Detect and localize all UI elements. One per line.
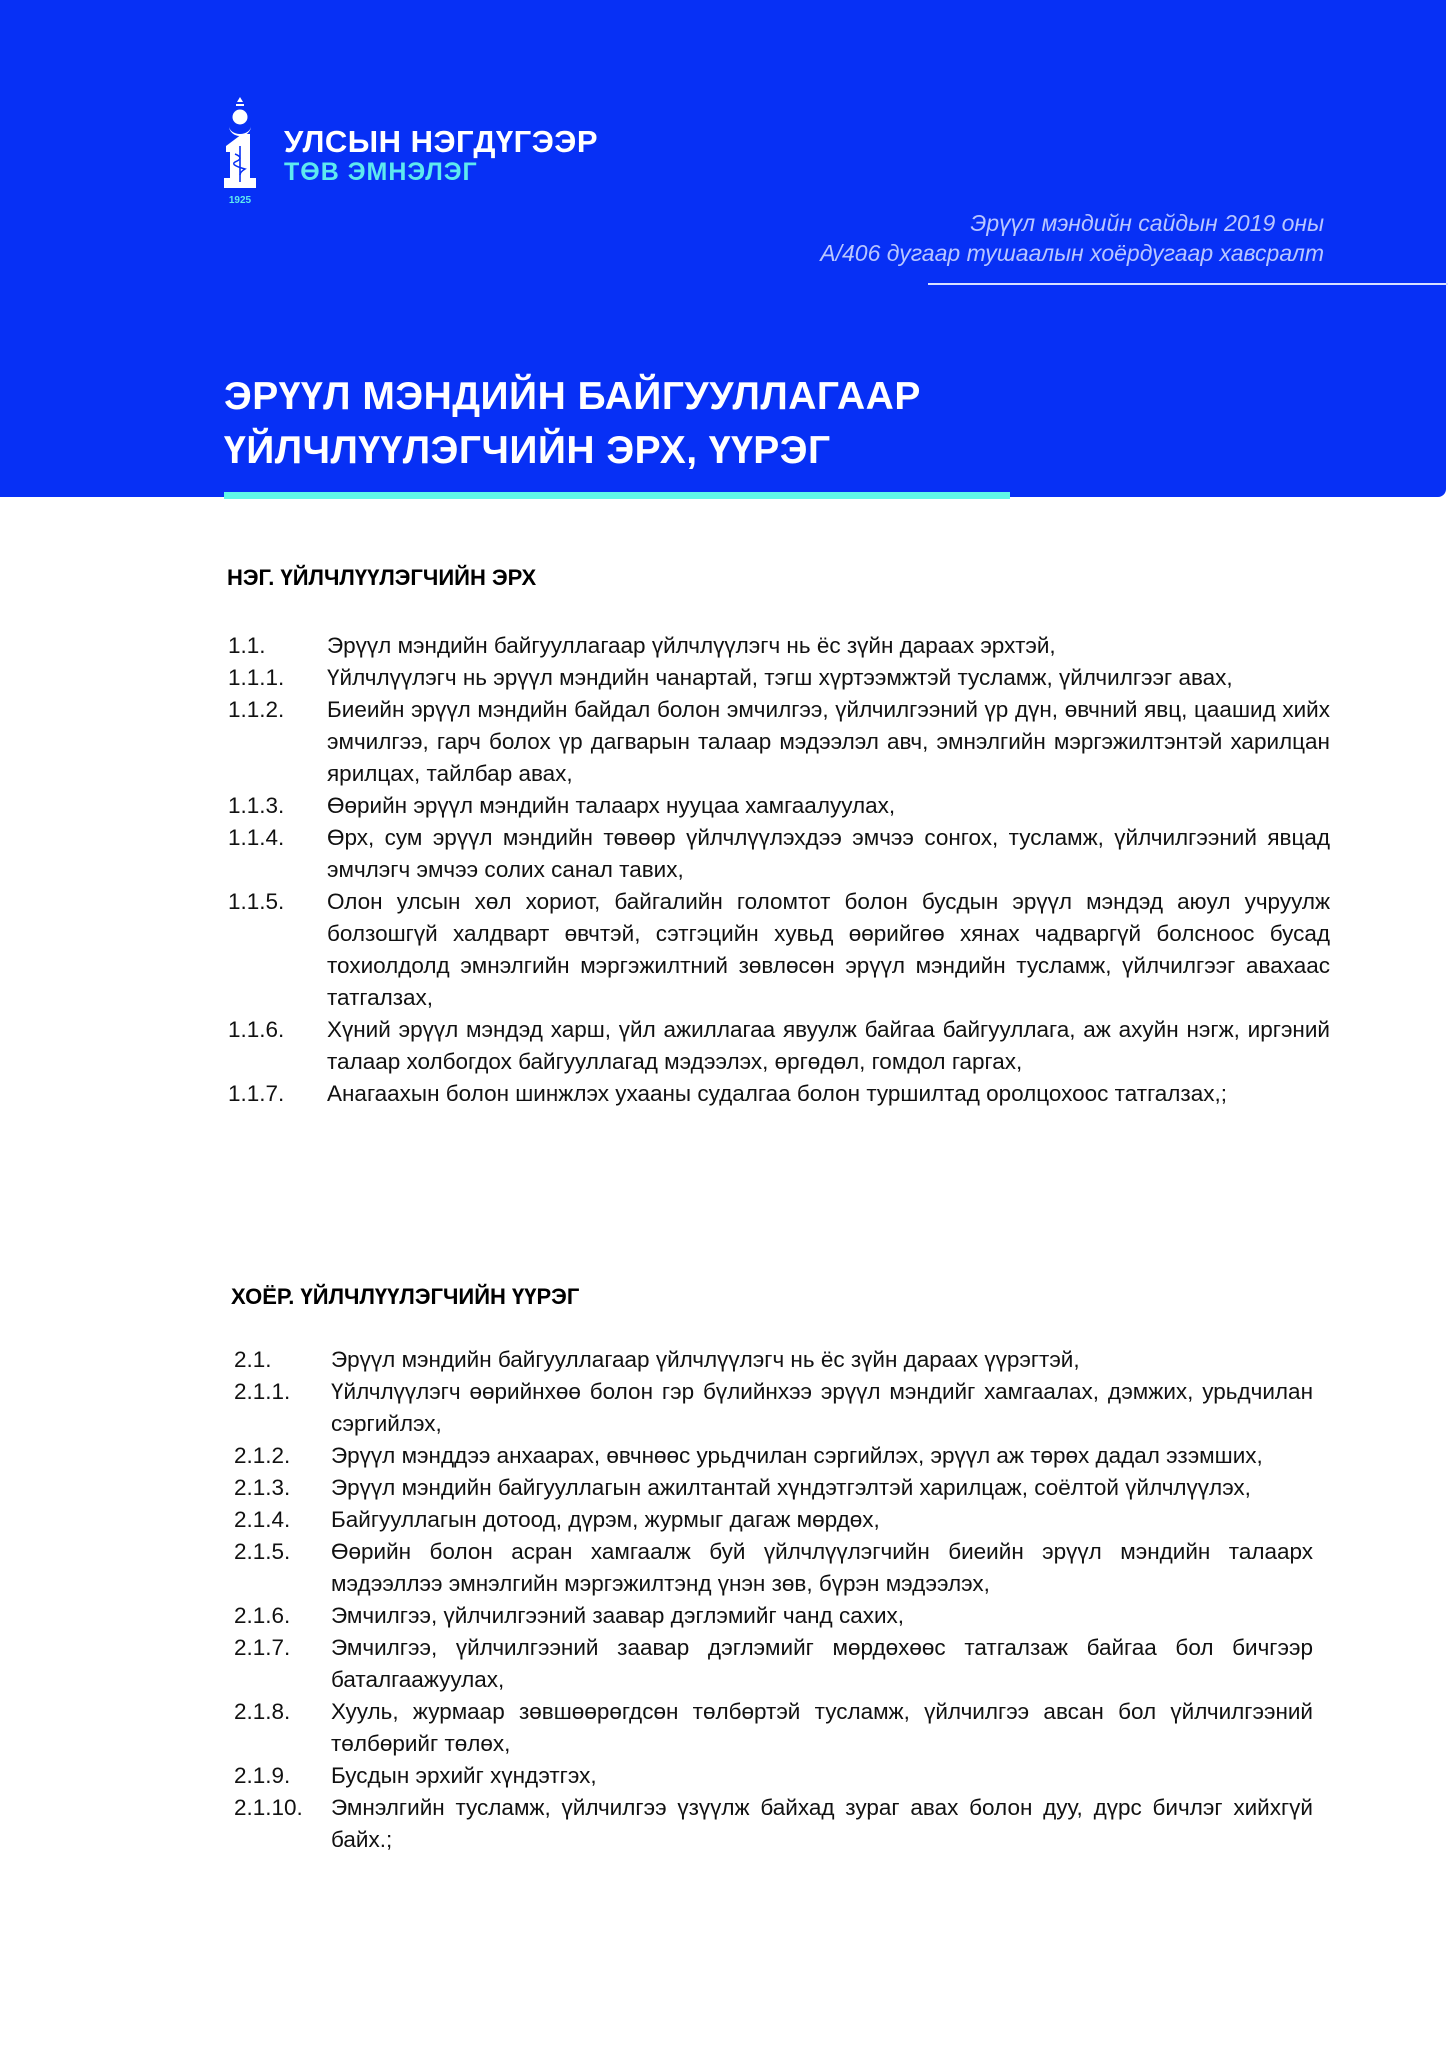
list-item bbox=[228, 694, 1330, 790]
rights-list bbox=[228, 630, 1330, 1110]
hospital-logo bbox=[222, 96, 642, 206]
item-text: Эрүүл мэндийн байгууллагаар үйлчлүүлэгч нь ёс зүйн дараах үүрэгтэй, bbox=[331, 1347, 1080, 1372]
item-number: 1.1.5. bbox=[228, 889, 285, 914]
item-text: Эмчилгээ, үйлчилгээний заавар дэглэмийг чанд сахих, bbox=[331, 1603, 905, 1628]
list-item bbox=[234, 1344, 1313, 1376]
list-item bbox=[228, 662, 1330, 694]
list-item bbox=[228, 1014, 1330, 1078]
item-number: 1.1.2. bbox=[228, 697, 285, 722]
logo-name-line1: УЛСЫН НЭГДҮГЭЭР bbox=[284, 124, 599, 159]
reference-line2: А/406 дугаар тушаалын хоёрдугаар хавсралт bbox=[820, 240, 1324, 266]
item-number: 2.1.5. bbox=[234, 1539, 291, 1564]
soyombo-caduceus-icon bbox=[222, 96, 258, 206]
reference-divider bbox=[928, 283, 1448, 285]
section-heading-rights: НЭГ. ҮЙЛЧЛҮҮЛЭГЧИЙН ЭРХ bbox=[227, 565, 537, 590]
list-item bbox=[234, 1536, 1313, 1600]
list-item bbox=[234, 1440, 1313, 1472]
item-text: Байгууллагын дотоод, дүрэм, журмыг дагаж мөрдөх, bbox=[331, 1507, 880, 1532]
list-item bbox=[234, 1600, 1313, 1632]
item-text: Олон улсын хөл хориот, байгалийн голомтот болон бусдын эрүүл мэндэд аюул учруулж болзошгүй халдварт өвчтэй, сэтгэцийн хувьд өөрийгөө хянах чадваргүй болсноос бусад тохиолдолд эмнэлгийн мэргэжилтний зөвлөсөн эрүүл мэндийн тусламж, үйлчилгээг авахаас татгалзах, bbox=[327, 889, 1330, 1010]
list-item bbox=[234, 1376, 1313, 1440]
item-text: Эмчилгээ, үйлчилгээний заавар дэглэмийг мөрдөхөөс татгалзаж байгаа бол бичгээр баталгаажуулах, bbox=[331, 1635, 1313, 1692]
item-text: Биеийн эрүүл мэндийн байдал болон эмчилгээ, үйлчилгээний үр дүн, өвчний явц, цаашид хийх эмчилгээ, гарч болох үр дагварын талаар мэдээлэл авч, эмнэлгийн мэргэжилтэнтэй харилцан ярилцах, тайлбар авах, bbox=[327, 697, 1330, 786]
logo-name-line2: ТӨВ ЭМНЭЛЭГ bbox=[284, 158, 478, 186]
list-item bbox=[228, 886, 1330, 1014]
item-number: 1.1.1. bbox=[228, 665, 285, 690]
title-accent-bar bbox=[224, 492, 1010, 499]
item-text: Эрүүл мэндийн байгууллагын ажилтантай хүндэтгэлтэй харилцаж, соёлтой үйлчлүүлэх, bbox=[331, 1475, 1251, 1500]
title-line1: ЭРҮҮЛ МЭНДИЙН БАЙГУУЛЛАГААР bbox=[224, 375, 921, 418]
item-text: Хүний эрүүл мэндэд харш, үйл ажиллагаа явуулж байгаа байгууллага, аж ахуйн нэгж, иргэний талаар холбогдох байгууллагад мэдээлэх, өргөдөл, гомдол гаргах, bbox=[327, 1017, 1330, 1074]
item-text: Эмнэлгийн тусламж, үйлчилгээ үзүүлж байхад зураг авах болон дуу, дүрс бичлэг хийхгүй байх.; bbox=[331, 1795, 1313, 1852]
page-title bbox=[224, 370, 921, 478]
item-number: 2.1.1. bbox=[234, 1379, 291, 1404]
list-item bbox=[234, 1792, 1313, 1856]
item-number: 2.1.2. bbox=[234, 1443, 291, 1468]
item-text: Өөрийн эрүүл мэндийн талаарх нууцаа хамгаалуулах, bbox=[327, 793, 896, 818]
list-item bbox=[234, 1504, 1313, 1536]
item-number: 2.1. bbox=[234, 1347, 272, 1372]
section-heading-duties: ХОЁР. ҮЙЛЧЛҮҮЛЭГЧИЙН ҮҮРЭГ bbox=[231, 1284, 580, 1309]
item-number: 2.1.3. bbox=[234, 1475, 291, 1500]
item-number: 2.1.9. bbox=[234, 1763, 291, 1788]
item-number: 1.1.6. bbox=[228, 1017, 285, 1042]
list-item bbox=[228, 790, 1330, 822]
reference-line1: Эрүүл мэндийн сайдын 2019 оны bbox=[970, 210, 1324, 236]
item-number: 1.1.7. bbox=[228, 1081, 285, 1106]
item-text: Үйлчлүүлэгч нь эрүүл мэндийн чанартай, тэгш хүртээмжтэй тусламж, үйлчилгээг авах, bbox=[327, 665, 1233, 690]
list-item bbox=[228, 822, 1330, 886]
item-number: 2.1.6. bbox=[234, 1603, 291, 1628]
item-number: 1.1. bbox=[228, 633, 266, 658]
item-text: Анагаахын болон шинжлэх ухааны судалгаа болон туршилтад оролцохоос татгалзах,; bbox=[327, 1081, 1227, 1106]
item-text: Өөрийн болон асран хамгаалж буй үйлчлүүлэгчийн биеийн эрүүл мэндийн талаарх мэдээллээ эмнэлгийн мэргэжилтэнд үнэн зөв, бүрэн мэдээлэх, bbox=[331, 1539, 1313, 1596]
title-line2: ҮЙЛЧЛҮҮЛЭГЧИЙН ЭРХ, ҮҮРЭГ bbox=[224, 429, 831, 472]
list-item bbox=[228, 630, 1330, 662]
list-item bbox=[234, 1696, 1313, 1760]
document-reference bbox=[820, 208, 1324, 268]
item-text: Өрх, сум эрүүл мэндийн төвөөр үйлчлүүлэхдээ эмчээ сонгох, тусламж, үйлчилгээний явцад эмчлэгч эмчээ солих санал тавих, bbox=[327, 825, 1330, 882]
duties-list bbox=[234, 1344, 1313, 1856]
item-number: 2.1.8. bbox=[234, 1699, 291, 1724]
item-text: Эрүүл мэнддээ анхаарах, өвчнөөс урьдчилан сэргийлэх, эрүүл аж төрөх дадал эзэмших, bbox=[331, 1443, 1263, 1468]
item-text: Хууль, журмаар зөвшөөрөгдсөн төлбөртэй тусламж, үйлчилгээ авсан бол үйлчилгээний төлбөрийг төлөх, bbox=[331, 1699, 1313, 1756]
item-text: Эрүүл мэндийн байгууллагаар үйлчлүүлэгч нь ёс зүйн дараах эрхтэй, bbox=[327, 633, 1056, 658]
list-item bbox=[234, 1760, 1313, 1792]
logo-year: 1925 bbox=[228, 195, 252, 206]
list-item bbox=[234, 1472, 1313, 1504]
item-text: Үйлчлүүлэгч өөрийнхөө болон гэр бүлийнхээ эрүүл мэндийг хамгаалах, дэмжих, урьдчилан сэргийлэх, bbox=[331, 1379, 1313, 1436]
item-number: 2.1.4. bbox=[234, 1507, 291, 1532]
list-item bbox=[228, 1078, 1330, 1110]
item-text: Бусдын эрхийг хүндэтгэх, bbox=[331, 1763, 597, 1788]
item-number: 2.1.10. bbox=[234, 1795, 303, 1820]
list-item bbox=[234, 1632, 1313, 1696]
item-number: 1.1.4. bbox=[228, 825, 285, 850]
header-banner bbox=[0, 0, 1446, 497]
item-number: 1.1.3. bbox=[228, 793, 285, 818]
item-number: 2.1.7. bbox=[234, 1635, 291, 1660]
